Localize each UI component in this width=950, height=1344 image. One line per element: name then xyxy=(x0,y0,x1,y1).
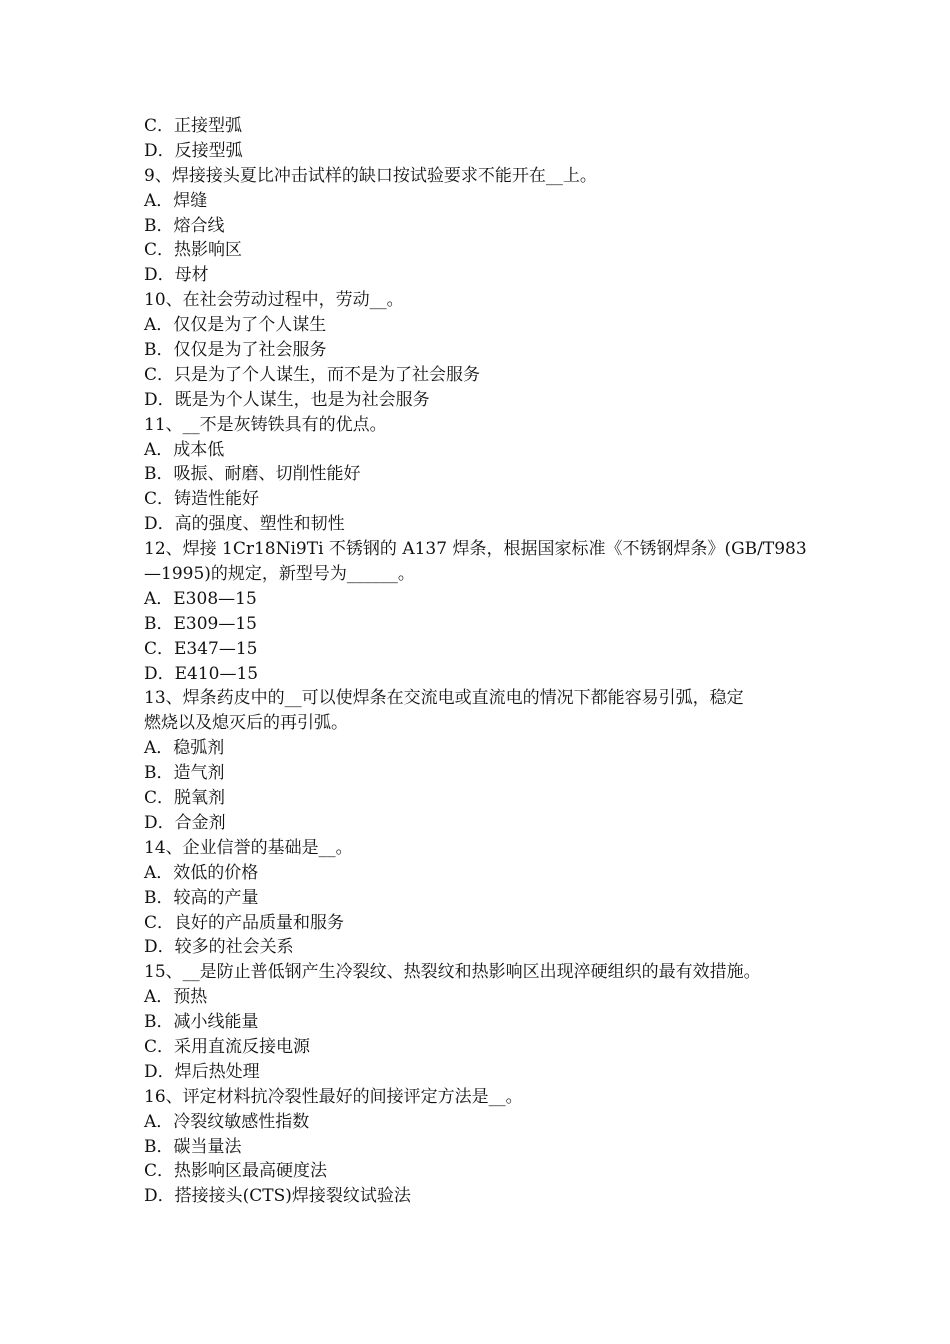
option-a: A．成本低 xyxy=(144,439,225,460)
question-list xyxy=(144,114,814,1209)
question-15: 15、__是防止普低钢产生冷裂纹、热裂纹和热影响区出现淬硬组织的最有效措施。 xyxy=(144,962,761,983)
question-16: 16、评定材料抗冷裂性最好的间接评定方法是__。 xyxy=(144,1086,523,1107)
option-b: B．熔合线 xyxy=(144,215,225,236)
option-d: D．母材 xyxy=(144,265,209,286)
option-d: D．搭接接头(CTS)焊接裂纹试验法 xyxy=(144,1186,411,1207)
option-c: C．热影响区最高硬度法 xyxy=(144,1161,328,1182)
text-line: C．正接型弧 xyxy=(144,116,243,136)
question-10: 10、在社会劳动过程中，劳动__。 xyxy=(144,290,404,311)
option-c: C．E347—15 xyxy=(144,638,258,659)
option-a: A．效低的价格 xyxy=(144,862,259,883)
option-b: B．碳当量法 xyxy=(144,1136,242,1157)
option-b: B．E309—15 xyxy=(144,613,257,634)
option-a: A．仅仅是为了个人谋生 xyxy=(144,315,327,336)
question-13-continued: 燃烧以及熄灭后的再引弧。 xyxy=(144,713,348,734)
question-12-continued: —1995)的规定，新型号为______。 xyxy=(144,564,415,585)
option-c: C．良好的产品质量和服务 xyxy=(144,912,345,933)
option-d: D．合金剂 xyxy=(144,812,226,833)
option-a: A．焊缝 xyxy=(144,190,208,211)
question-11: 11、__不是灰铸铁具有的优点。 xyxy=(144,414,387,435)
option-a: A．预热 xyxy=(144,987,208,1008)
option-b: B．造气剂 xyxy=(144,763,225,784)
option-d: D．既是为个人谋生，也是为社会服务 xyxy=(144,389,430,410)
question-9: 9、焊接接头夏比冲击试样的缺口按试验要求不能开在__上。 xyxy=(144,165,597,186)
option-b: B．吸振、耐磨、切削性能好 xyxy=(144,464,361,485)
option-a: A．稳弧剂 xyxy=(144,738,225,759)
option-c: C．脱氧剂 xyxy=(144,788,226,809)
option-c: C．热影响区 xyxy=(144,240,243,261)
option-a: A．冷裂纹敏感性指数 xyxy=(144,1111,310,1132)
option-d: D．较多的社会关系 xyxy=(144,937,294,958)
option-c: C．只是为了个人谋生，而不是为了社会服务 xyxy=(144,364,481,385)
question-13: 13、焊条药皮中的__可以使焊条在交流电或直流电的情况下都能容易引弧，稳定 xyxy=(144,688,744,709)
option-d: D．E410—15 xyxy=(144,663,259,684)
question-12: 12、焊接 1Cr18Ni9Ti 不锈钢的 A137 焊条，根据国家标准《不锈钢焊条》(GB/T983 xyxy=(144,539,807,560)
question-14: 14、企业信誉的基础是__。 xyxy=(144,837,353,858)
option-c: C．铸造性能好 xyxy=(144,489,260,510)
option-b: B．减小线能量 xyxy=(144,1012,259,1033)
option-c: C．采用直流反接电源 xyxy=(144,1036,311,1057)
option-a: A．E308—15 xyxy=(144,588,257,609)
option-b: B．仅仅是为了社会服务 xyxy=(144,340,327,361)
option-d: D．高的强度、塑性和韧性 xyxy=(144,514,345,535)
text-line: D．反接型弧 xyxy=(144,140,243,161)
option-b: B．较高的产量 xyxy=(144,887,259,908)
option-d: D．焊后热处理 xyxy=(144,1061,260,1082)
